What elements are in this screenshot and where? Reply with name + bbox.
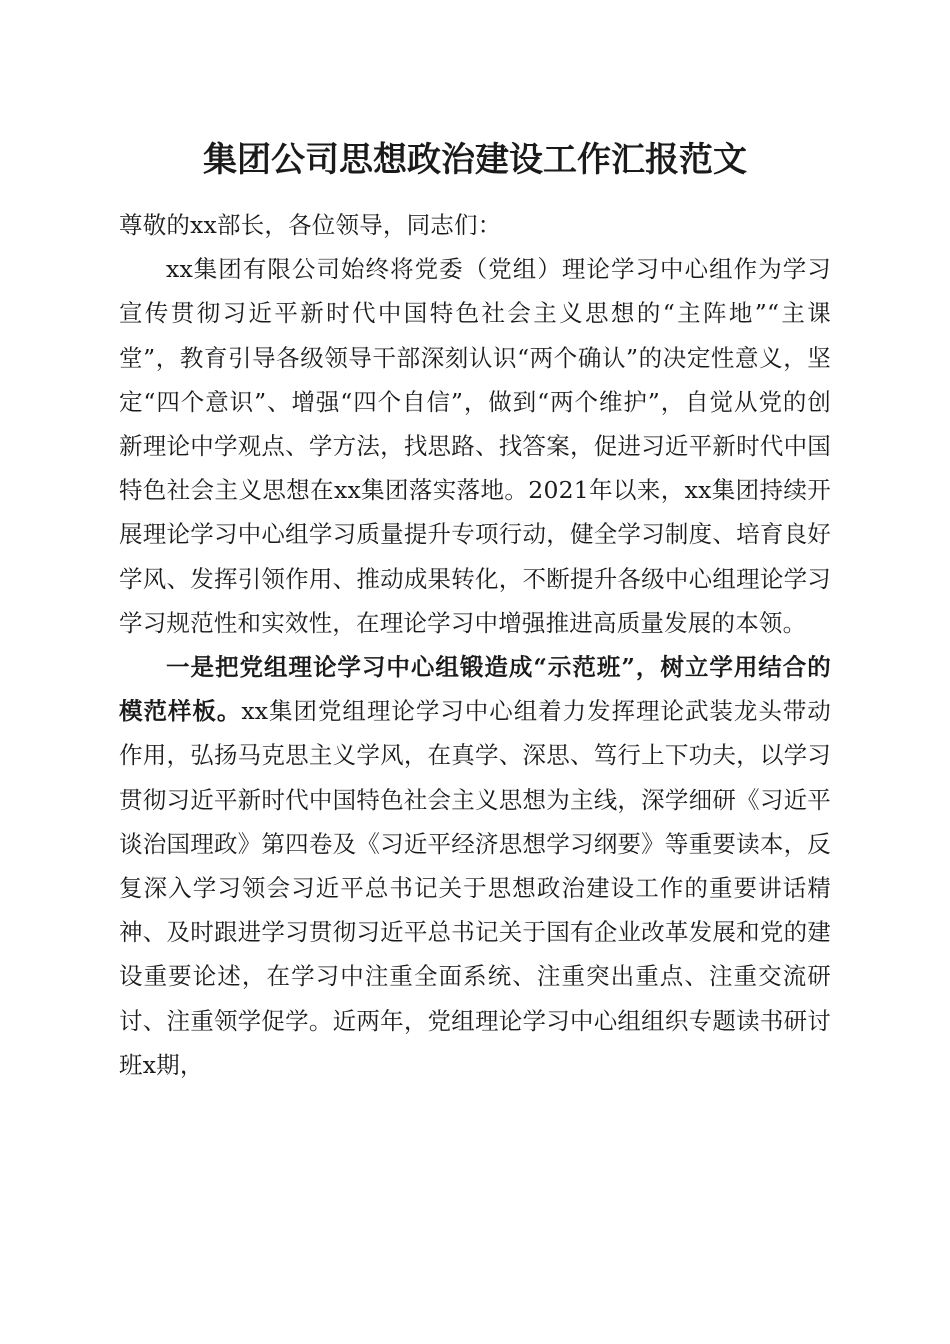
paragraph-lead-sentence: 一是把党组理论学习中心组锻造成“示范班”，树立学用结合的模范样板。 (119, 653, 831, 726)
document-body (119, 203, 831, 1087)
paragraph-body-text: xx集团党组理论学习中心组着力发挥理论武装龙头带动作用，弘扬马克思主义学风，在真学、深思、笃行上下功夫，以学习贯彻习近平新时代中国特色社会主义思想为主线，深学细研《习近平谈治国理政》第四卷及《习近平经济思想学习纲要》等重要读本，反复深入学习领会习近平总书记关于思想政治建设工作的重要讲话精神、及时跟进学习贯彻习近平总书记关于国有企业改革发展和党的建设重要论述，在学习中注重全面系统、注重突出重点、注重交流研讨、注重领学促学。近两年，党组理论学习中心组组织专题读书研讨班x期， (119, 697, 831, 1079)
paragraph-intro: xx集团有限公司始终将党委（党组）理论学习中心组作为学习宣传贯彻习近平新时代中国特色社会主义思想的“主阵地”“主课堂”，教育引导各级领导干部深刻认识“两个确认”的决定性意义，坚定“四个意识”、增强“四个自信”，做到“两个维护”，自觉从党的创新理论中学观点、学方法，找思路、找答案，促进习近平新时代中国特色社会主义思想在xx集团落实落地。2021年以来，xx集团持续开展理论学习中心组学习质量提升专项行动，健全学习制度、培育良好学风、发挥引领作用、推动成果转化，不断提升各级中心组理论学习学习规范性和实效性，在理论学习中增强推进高质量发展的本领。 (119, 255, 831, 637)
document-title: 集团公司思想政治建设工作汇报范文 (203, 140, 747, 180)
paragraph-first-point (119, 645, 831, 1087)
salutation: 尊敬的xx部长，各位领导，同志们： (119, 211, 502, 239)
